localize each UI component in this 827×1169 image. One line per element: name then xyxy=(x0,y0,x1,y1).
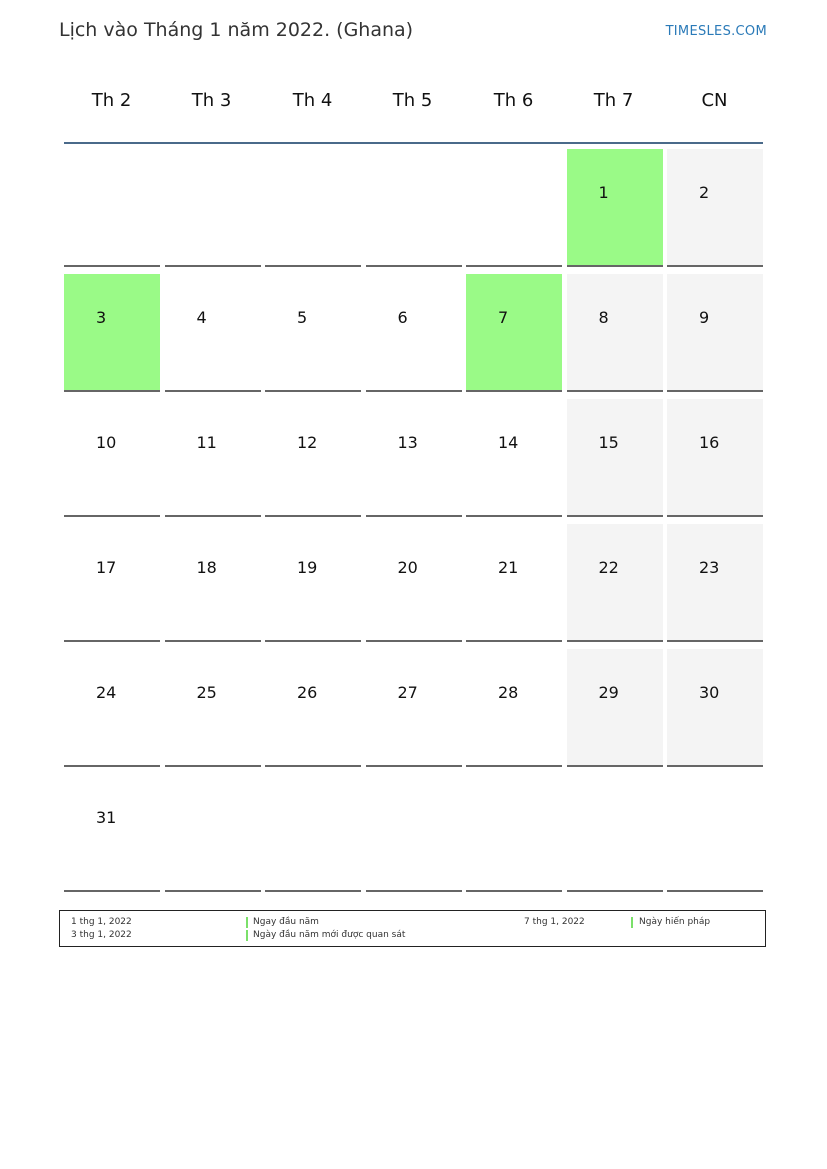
day-cell[interactable] xyxy=(366,524,462,642)
empty-day-cell xyxy=(265,774,361,892)
day-cell[interactable] xyxy=(567,274,663,392)
day-number: 13 xyxy=(397,433,418,452)
empty-day-cell xyxy=(366,149,462,267)
day-cell[interactable] xyxy=(366,399,462,517)
day-cell[interactable] xyxy=(466,649,562,767)
day-cell[interactable] xyxy=(667,399,763,517)
empty-day-cell xyxy=(466,774,562,892)
day-cell[interactable] xyxy=(366,649,462,767)
day-cell[interactable] xyxy=(567,524,663,642)
day-cell[interactable] xyxy=(265,524,361,642)
day-cell[interactable] xyxy=(165,274,261,392)
empty-day-cell xyxy=(64,149,160,267)
day-number: 15 xyxy=(598,433,619,452)
day-cell[interactable] xyxy=(567,149,663,267)
weekday-wed: Th 4 xyxy=(292,90,333,111)
day-cell[interactable] xyxy=(667,649,763,767)
day-number: 22 xyxy=(598,558,619,577)
legend-date: 1 thg 1, 2022 xyxy=(71,917,132,927)
day-cell[interactable] xyxy=(165,399,261,517)
empty-day-cell xyxy=(165,774,261,892)
day-number: 5 xyxy=(297,308,308,327)
legend-color-marker xyxy=(246,930,248,941)
day-cell[interactable] xyxy=(265,274,361,392)
day-number: 8 xyxy=(598,308,609,327)
day-number: 31 xyxy=(96,808,117,827)
day-cell[interactable] xyxy=(667,274,763,392)
page-title: Lịch vào Tháng 1 năm 2022. (Ghana) xyxy=(59,19,414,41)
legend-date: 3 thg 1, 2022 xyxy=(71,930,132,940)
day-cell[interactable] xyxy=(64,649,160,767)
day-cell[interactable] xyxy=(567,399,663,517)
day-cell[interactable] xyxy=(667,149,763,267)
day-cell[interactable] xyxy=(466,524,562,642)
day-cell[interactable] xyxy=(366,274,462,392)
day-number: 18 xyxy=(196,558,217,577)
day-cell[interactable] xyxy=(165,649,261,767)
header-divider xyxy=(64,142,763,144)
day-cell[interactable] xyxy=(64,524,160,642)
day-number: 1 xyxy=(598,183,609,202)
legend-date: 7 thg 1, 2022 xyxy=(524,917,585,927)
day-cell[interactable] xyxy=(64,274,160,392)
legend-holiday-name: Ngày hiến pháp xyxy=(639,917,711,927)
day-number: 20 xyxy=(397,558,418,577)
day-number: 3 xyxy=(96,308,107,327)
day-number: 16 xyxy=(699,433,720,452)
day-cell[interactable] xyxy=(265,399,361,517)
empty-day-cell xyxy=(265,149,361,267)
day-number: 21 xyxy=(498,558,519,577)
empty-day-cell xyxy=(165,149,261,267)
day-number: 4 xyxy=(196,308,207,327)
legend-holiday-name: Ngày đầu năm mới được quan sát xyxy=(253,930,406,940)
day-cell[interactable] xyxy=(466,274,562,392)
day-number: 11 xyxy=(196,433,217,452)
legend-holiday-name: Ngay đầu năm xyxy=(253,917,319,927)
day-cell[interactable] xyxy=(466,399,562,517)
day-number: 19 xyxy=(297,558,318,577)
day-number: 14 xyxy=(498,433,519,452)
day-number: 26 xyxy=(297,683,318,702)
day-number: 29 xyxy=(598,683,619,702)
day-number: 9 xyxy=(699,308,710,327)
empty-day-cell xyxy=(567,774,663,892)
day-cell[interactable] xyxy=(667,524,763,642)
day-number: 10 xyxy=(96,433,117,452)
day-number: 17 xyxy=(96,558,117,577)
day-number: 25 xyxy=(196,683,217,702)
brand-link[interactable]: TIMESLES.COM xyxy=(665,24,767,39)
day-cell[interactable] xyxy=(64,399,160,517)
day-number: 7 xyxy=(498,308,509,327)
day-cell[interactable] xyxy=(567,649,663,767)
weekday-mon: Th 2 xyxy=(91,90,132,111)
empty-day-cell xyxy=(466,149,562,267)
day-number: 12 xyxy=(297,433,318,452)
day-cell[interactable] xyxy=(64,774,160,892)
empty-day-cell xyxy=(366,774,462,892)
weekday-sat: Th 7 xyxy=(593,90,634,111)
day-number: 2 xyxy=(699,183,710,202)
legend-color-marker xyxy=(631,917,633,928)
day-cell[interactable] xyxy=(165,524,261,642)
weekday-header xyxy=(64,90,764,120)
weekday-tue: Th 3 xyxy=(191,90,232,111)
day-number: 28 xyxy=(498,683,519,702)
weekday-fri: Th 6 xyxy=(493,90,534,111)
legend-color-marker xyxy=(246,917,248,928)
holiday-legend xyxy=(59,910,766,947)
day-number: 27 xyxy=(397,683,418,702)
weekday-thu: Th 5 xyxy=(392,90,433,111)
day-number: 24 xyxy=(96,683,117,702)
empty-day-cell xyxy=(667,774,763,892)
day-number: 30 xyxy=(699,683,720,702)
weekday-sun: CN xyxy=(701,90,728,111)
day-cell[interactable] xyxy=(265,649,361,767)
day-number: 6 xyxy=(397,308,408,327)
day-number: 23 xyxy=(699,558,720,577)
